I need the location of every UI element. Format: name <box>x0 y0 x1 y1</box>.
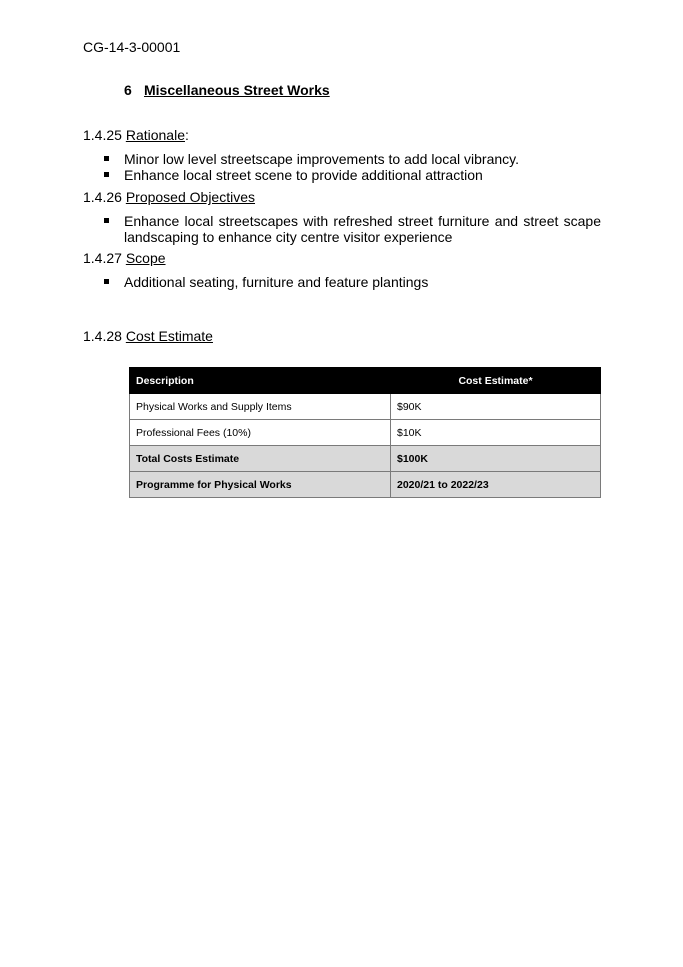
objectives-label: Proposed Objectives <box>125 189 256 205</box>
rationale-colon: : <box>184 127 189 143</box>
table-row <box>130 472 601 498</box>
list-item: Enhance local streetscapes with refreshed street furniture and street scape landscaping to enhance city centre visitor experience <box>103 213 601 245</box>
table-header-row <box>130 368 601 394</box>
cost-estimate-label: Cost Estimate <box>125 328 213 344</box>
table-cell: 2020/21 to 2022/23 <box>391 472 601 498</box>
rationale-label: Rationale <box>125 127 185 143</box>
cost-estimate-table <box>129 367 601 498</box>
list-item: Additional seating, furniture and feature plantings <box>103 274 601 290</box>
list-item: Enhance local street scene to provide additional attraction <box>103 167 601 183</box>
table-row <box>130 446 601 472</box>
table-cell: Physical Works and Supply Items <box>130 394 391 420</box>
document-id: CG-14-3-00001 <box>83 39 181 55</box>
rationale-list <box>103 151 601 183</box>
scope-list <box>103 274 601 290</box>
column-header-cost-estimate: Cost Estimate* <box>391 368 601 394</box>
scope-number: 1.4.27 <box>83 250 122 266</box>
rationale-number: 1.4.25 <box>83 127 122 143</box>
section-title-text: Miscellaneous Street Works <box>144 82 330 98</box>
bullet-square-icon <box>104 172 109 177</box>
table-cell: Total Costs Estimate <box>130 446 391 472</box>
objectives-list <box>103 213 601 245</box>
cost-estimate-heading <box>83 328 213 344</box>
cost-estimate-number: 1.4.28 <box>83 328 122 344</box>
table-cell: Programme for Physical Works <box>130 472 391 498</box>
column-header-description: Description <box>130 368 391 394</box>
table-cell: Professional Fees (10%) <box>130 420 391 446</box>
table-row <box>130 394 601 420</box>
bullet-square-icon <box>104 218 109 223</box>
rationale-heading <box>83 127 189 143</box>
table-row <box>130 420 601 446</box>
table-cell: $90K <box>391 394 601 420</box>
bullet-square-icon <box>104 279 109 284</box>
objectives-number: 1.4.26 <box>83 189 122 205</box>
table-cell: $10K <box>391 420 601 446</box>
scope-heading <box>83 250 166 266</box>
objectives-heading <box>83 189 255 205</box>
list-item: Minor low level streetscape improvements to add local vibrancy. <box>103 151 601 167</box>
bullet-square-icon <box>104 156 109 161</box>
section-title <box>124 82 330 98</box>
table-cell: $100K <box>391 446 601 472</box>
scope-label: Scope <box>125 250 166 266</box>
section-number: 6 <box>124 82 132 98</box>
